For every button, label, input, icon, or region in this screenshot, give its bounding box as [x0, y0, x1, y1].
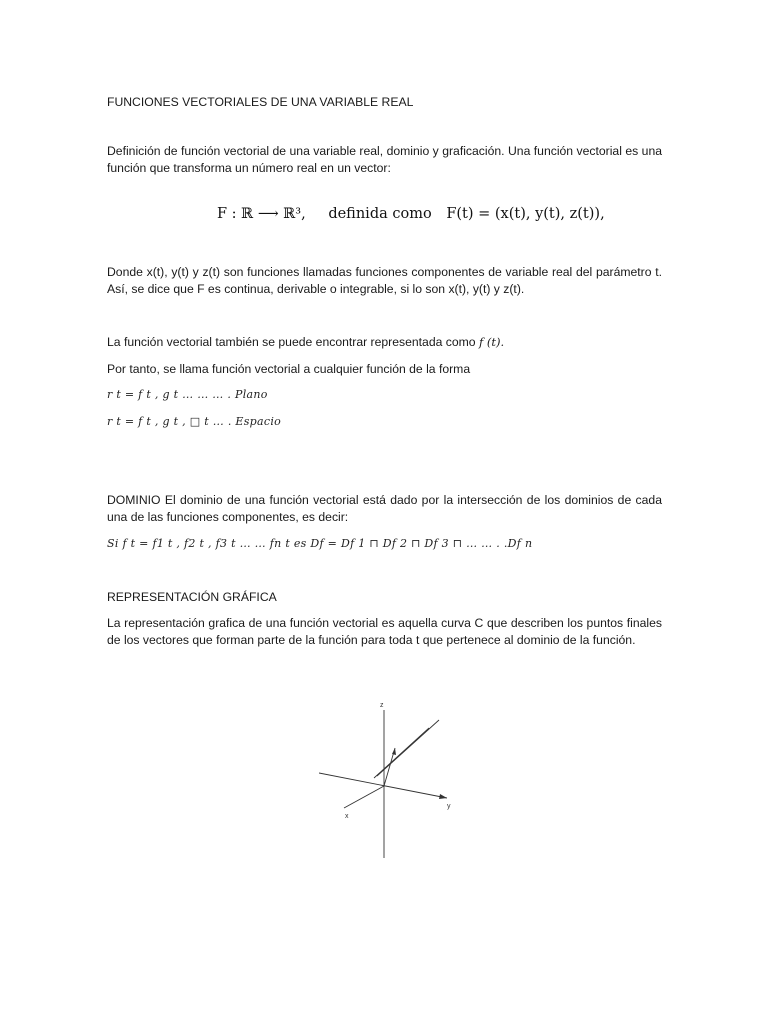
y-axis: [319, 773, 447, 798]
y-axis-label: y: [447, 803, 451, 810]
domain-paragraph: DOMINIO El dominio de una función vectorial está dado por la intersección de los dominios de cada una de las funciones componentes, es decir:: [107, 493, 662, 524]
curve-line-upper: [377, 720, 439, 776]
document-page: [107, 0, 662, 1024]
plane-equation: r t = f t , g t … … … . Plano: [107, 388, 268, 401]
space-equation: r t = f t , g t , □ t … . Espacio: [107, 415, 282, 428]
definition-formula: [217, 206, 605, 222]
graph-paragraph: La representación grafica de una función vectorial es aquella curva C que describen los puntos finales de los vectores que forman parte de la función para toda t que pertenece al dominio de la función.: [107, 616, 662, 647]
curve-line-lower: [374, 728, 429, 778]
represented-math: f (t).: [478, 335, 505, 349]
graph-heading: REPRESENTACIÓN GRÁFICA: [107, 590, 277, 604]
components-paragraph: Donde x(t), y(t) y z(t) son funciones llamadas funciones componentes de variable real del parámetro t. Así, se dice que F es continua, derivable o integrable, si lo son x(t), y(t) y z(t).: [107, 265, 662, 296]
position-vector-arrow: [392, 748, 396, 755]
x-axis-label: x: [345, 813, 349, 820]
domain-equation: Si f t = f1 t , f2 t , f3 t … … fn t es Df = Df 1 ⊓ Df 2 ⊓ Df 3 ⊓ … … . .Df n: [107, 537, 533, 550]
z-axis-label: z: [380, 702, 384, 709]
vector-curve-diagram: [319, 698, 469, 863]
y-axis-arrow: [439, 794, 447, 799]
represented-text: La función vectorial también se puede encontrar representada como: [107, 335, 476, 349]
formula-lhs: F : ℝ ⟶ ℝ³,: [217, 206, 306, 222]
x-axis: [344, 786, 384, 808]
definition-paragraph: Definición de función vectorial de una variable real, dominio y graficación. Una función vectorial es una función que transforma un número real en un vector:: [107, 144, 662, 175]
formula-middle: definida como: [328, 206, 432, 222]
formula-rhs: F(t) = (x(t), y(t), z(t)),: [446, 206, 605, 222]
document-heading: FUNCIONES VECTORIALES DE UNA VARIABLE REAL: [107, 95, 414, 109]
represented-paragraph: [107, 334, 662, 351]
any-function-paragraph: Por tanto, se llama función vectorial a cualquier función de la forma: [107, 362, 471, 376]
